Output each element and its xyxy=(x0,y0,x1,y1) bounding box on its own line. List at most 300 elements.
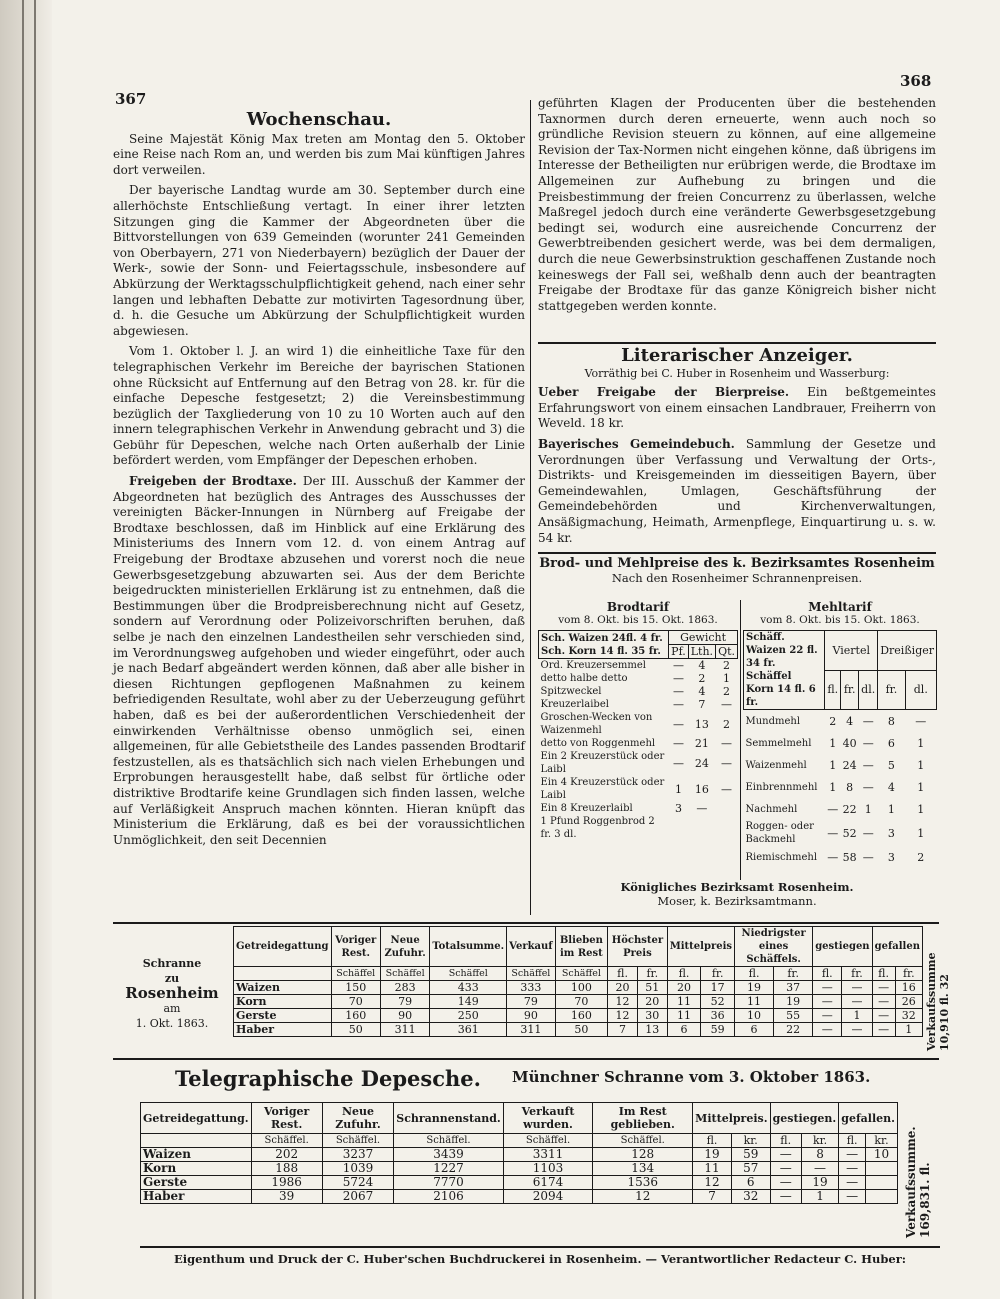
depesche-price: 12 xyxy=(693,1176,732,1190)
mehl-viertel-value: 1 xyxy=(864,802,872,816)
brod-qt: — xyxy=(721,756,733,770)
schranne-amount: 150 xyxy=(331,981,380,995)
schranne-unit: Schäffel xyxy=(430,967,507,981)
schranne-price: 12 xyxy=(608,1009,638,1023)
brod-pf: — xyxy=(672,756,684,770)
col-header: Qt. xyxy=(716,645,738,659)
brodtarif-row xyxy=(539,672,738,685)
schranne-price: 52 xyxy=(701,995,735,1009)
mehltarif-row xyxy=(744,846,937,868)
signature xyxy=(538,880,936,908)
mehltarif-row xyxy=(744,754,937,776)
schranne-amount: 311 xyxy=(380,1023,429,1037)
brodpreise-subtitle: Nach den Rosenheimer Schrannenpreisen. xyxy=(611,571,863,585)
brod-lth: 4 xyxy=(698,685,706,698)
schranne-price: 59 xyxy=(701,1023,735,1037)
depesche-row xyxy=(141,1176,898,1190)
mehl-viertel-value: 22 xyxy=(842,802,857,816)
depesche-price: — xyxy=(839,1162,866,1176)
anzeiger-title: Literarischer Anzeiger. xyxy=(621,345,853,366)
schranne-unit-row xyxy=(234,967,923,981)
anzeiger-item-heading: Ueber Freigabe der Bierpreise. xyxy=(538,385,790,400)
depesche-price: — xyxy=(770,1190,801,1204)
schranne-col-header: Voriger Rest. xyxy=(331,927,380,967)
wochenschau-paragraph xyxy=(113,474,525,848)
signature-name: Moser, k. Bezirksamtmann. xyxy=(657,894,817,908)
schranne-place xyxy=(113,956,231,1031)
depesche-price: — xyxy=(770,1162,801,1176)
schranne-price: — xyxy=(813,981,842,995)
schranne-sub-fl: fl. xyxy=(872,967,895,981)
section-rule xyxy=(113,1058,939,1060)
schranne-price: — xyxy=(813,995,842,1009)
brodtarif-row xyxy=(539,815,738,841)
wochenschau-paragraph: Der bayerische Landtag wurde am 30. September durch eine allerhöchste Entschließung vertagt. In einer ihrer letzten Sitzungen ging die Kammer der Abgeordneten über die Bittvorstellungen von 639 Gemeinden (worunter 241 Gemeinden von Oberbayern, 271 von Niederbayern) bezüglich der Dauer der Werk-, sowie der Sonn- und Feiertagsschule, insbesondere auf Abkürzung der Werktagsschulpflichtigkeit gehend, nach einer sehr langen und lebhaften Debatte zur motivirten Tagesordnung über, d. h. die Gesuche um Abkürzung der Schulpflichtigkeit wurden abgewiesen. xyxy=(113,183,525,338)
depesche-price: 59 xyxy=(731,1148,770,1162)
schranne-price: 7 xyxy=(608,1023,638,1037)
schranne-amount: 311 xyxy=(507,1023,555,1037)
schranne-price: 20 xyxy=(667,981,701,995)
depesche-amount: 5724 xyxy=(322,1176,394,1190)
brod-item-name: Ein 8 Kreuzerlaibl xyxy=(540,803,633,814)
mehl-viertel-value: 2 xyxy=(829,714,837,728)
schranne-row xyxy=(234,981,923,995)
depesche-unit-row xyxy=(141,1134,898,1148)
col-header: fl. xyxy=(825,670,841,710)
depesche-price xyxy=(866,1176,898,1190)
brod-pf: — xyxy=(672,672,684,685)
brod-pf: 1 xyxy=(674,782,682,796)
brod-item-name: Spitzweckel xyxy=(540,686,602,697)
mehl-dreissiger-value: 5 xyxy=(887,758,895,772)
brod-lth xyxy=(688,815,715,841)
schranne-amount: 333 xyxy=(507,981,555,995)
mehl-dreissiger-value: 2 xyxy=(917,850,925,864)
brod-item-name: detto von Roggenmehl xyxy=(540,738,656,749)
depesche-row xyxy=(141,1162,898,1176)
schranne-price: 20 xyxy=(608,981,638,995)
brod-qt: 1 xyxy=(723,672,731,685)
brod-pf: — xyxy=(672,737,684,750)
depesche-col-header: gefallen. xyxy=(839,1103,898,1134)
mehltarif-row xyxy=(744,776,937,798)
brodpreise-section xyxy=(538,556,936,585)
schranne-unit: Schäffel xyxy=(507,967,555,981)
mehl-viertel-value: 52 xyxy=(842,826,857,840)
section-rule xyxy=(538,552,936,554)
wochenschau-paragraph: Vom 1. Oktober l. J. an wird 1) die einheitliche Taxe für den telegraphischen Verkehr im Bereiche der bayrischen Stationen ohne Rücksicht auf Entfernung auf den Betrag von 28. kr. für die einfache Depesche festgesetzt; 2) die Vereinsbestimmung bezüglich der Taxgliederung von 10 zu 10 Worten auch auf den innern telegraphischen Verkehr in Anwendung gebracht und 3) die Gebühr für Depeschen, welche nach Orten außerhalb der Linie befördert werden, vom Empfänger der Depeschen erhoben. xyxy=(113,344,525,468)
section-rule xyxy=(113,922,939,924)
schranne-price: 19 xyxy=(774,995,813,1009)
depesche-amount: 128 xyxy=(593,1148,693,1162)
mehl-item-name: Einbrennmehl xyxy=(745,781,818,793)
brod-pf xyxy=(669,815,689,841)
depesche-price xyxy=(866,1162,898,1176)
schranne-amount: 433 xyxy=(430,981,507,995)
brod-lth: — xyxy=(696,802,708,815)
wochenschau-paragraph: Seine Majestät König Max treten am Montag den 5. Oktober eine Reise nach Rom an, und werden bis zum Mai künftigen Jahres dort verweilen. xyxy=(113,131,525,177)
schranne-unit: Schäffel xyxy=(331,967,380,981)
depesche-grain: Gerste xyxy=(141,1176,252,1190)
depesche-table xyxy=(140,1102,898,1204)
depesche-price: 6 xyxy=(731,1176,770,1190)
brod-qt xyxy=(716,815,738,841)
brodtarif-row xyxy=(539,737,738,750)
schranne-sub-fl: fl. xyxy=(735,967,774,981)
mehl-item-name: Mundmehl xyxy=(745,715,801,727)
mehl-dreissiger-value: 3 xyxy=(887,826,895,840)
schranne-amount: 250 xyxy=(430,1009,507,1023)
depesche-amount: 134 xyxy=(593,1162,693,1176)
mehl-viertel-value: 24 xyxy=(842,758,857,772)
schranne-amount: 70 xyxy=(555,995,608,1009)
brodtarif-row xyxy=(539,698,738,711)
wochenschau-column xyxy=(113,109,525,853)
mehl-viertel-value: — xyxy=(862,714,874,728)
schranne-price: — xyxy=(842,995,872,1009)
schranne-col-header: gestiegen xyxy=(813,927,872,967)
mehl-item-name: Roggen- oder Backmehl xyxy=(745,821,814,845)
depesche-subtitle: Münchner Schranne vom 3. Oktober 1863. xyxy=(512,1068,871,1086)
schranne-price: 11 xyxy=(735,995,774,1009)
mehl-viertel-value: 58 xyxy=(842,850,857,864)
mehl-dreissiger-value: 4 xyxy=(887,780,895,794)
col-header: fr. xyxy=(841,670,859,710)
col-header: dl. xyxy=(905,670,936,710)
schranne-price: 13 xyxy=(637,1023,667,1037)
schranne-verkaufssumme: Verkaufssumme 10,910 fl. 32 xyxy=(925,952,951,1051)
mehl-dreissiger-value: — xyxy=(915,714,927,728)
schranne-price: 26 xyxy=(895,995,922,1009)
schranne-sub-fr: fr. xyxy=(895,967,922,981)
footer-rule xyxy=(140,1246,940,1248)
mehltarif-date: vom 8. Okt. bis 15. Okt. 1863. xyxy=(760,614,920,626)
depesche-amount: 2106 xyxy=(394,1190,503,1204)
schranne-amount: 79 xyxy=(380,995,429,1009)
depesche-unit: Schäffel. xyxy=(593,1134,693,1148)
mehltarif-title: Mehltarif xyxy=(808,600,872,614)
schranne-col-header: Blieben im Rest xyxy=(555,927,608,967)
schranne-col-header: Niedrigster eines Schäffels. xyxy=(735,927,813,967)
depesche-price: 11 xyxy=(693,1162,732,1176)
depesche-title: Telegraphische Depesche. xyxy=(175,1066,481,1091)
schranne-price: 11 xyxy=(667,995,701,1009)
depesche-amount: 3311 xyxy=(503,1148,593,1162)
depesche-price: 1 xyxy=(801,1190,838,1204)
mehl-dreissiger-value: 1 xyxy=(917,780,925,794)
anzeiger-item xyxy=(538,437,936,546)
depesche-price: — xyxy=(839,1190,866,1204)
mehl-viertel-value: 40 xyxy=(842,736,857,750)
schranne-amount: 79 xyxy=(507,995,555,1009)
schranne-sub-fl: fl. xyxy=(667,967,701,981)
schranne-unit: Schäffel xyxy=(555,967,608,981)
brodtarif-row xyxy=(539,802,738,815)
schranne-col-header: Getreidegattung xyxy=(234,927,332,967)
schranne-price: — xyxy=(842,981,872,995)
schranne-price: — xyxy=(813,1009,842,1023)
mehl-dreissiger-value: 1 xyxy=(917,802,925,816)
brod-lth: 16 xyxy=(694,782,709,796)
schranne-grain: Haber xyxy=(234,1023,332,1037)
brod-qt: — xyxy=(721,698,733,711)
depesche-amount: 188 xyxy=(251,1162,322,1176)
schranne-sub-fr: fr. xyxy=(774,967,813,981)
depesche-price: 57 xyxy=(731,1162,770,1176)
brodtarif-title: Brodtarif xyxy=(606,600,670,614)
mehl-item-name: Waizenmehl xyxy=(745,759,807,771)
wochenschau-title: Wochenschau. xyxy=(246,109,392,130)
schranne-row xyxy=(234,995,923,1009)
brod-item-name: Kreuzerlaibel xyxy=(540,699,609,710)
schranne-grain: Korn xyxy=(234,995,332,1009)
schranne-sub-fl: fl. xyxy=(813,967,842,981)
schranne-header-row xyxy=(234,927,923,967)
mehl-viertel-value: — xyxy=(862,780,874,794)
mehl-dreissiger-value: 8 xyxy=(887,714,895,728)
page-number-left: 367 xyxy=(115,90,147,108)
brod-lth: 24 xyxy=(694,756,709,770)
schranne-amount: 90 xyxy=(380,1009,429,1023)
depesche-amount: 39 xyxy=(251,1190,322,1204)
schranne-price: 11 xyxy=(667,1009,701,1023)
signature-office: Königliches Bezirksamt Rosenheim. xyxy=(620,880,854,894)
schranne-price: 10 xyxy=(735,1009,774,1023)
schranne-price: — xyxy=(872,981,895,995)
col-header: Pf. xyxy=(669,645,689,659)
depesche-amount: 202 xyxy=(251,1148,322,1162)
schranne-amount: 361 xyxy=(430,1023,507,1037)
anzeiger-item-heading: Bayerisches Gemeindebuch. xyxy=(538,436,735,451)
brod-qt: — xyxy=(721,737,733,750)
brod-item-name: Ein 2 Kreuzerstück oder Laibl xyxy=(540,751,665,775)
mehltarif-row xyxy=(744,732,937,754)
mehltarif-row xyxy=(744,820,937,846)
brod-lth: 21 xyxy=(694,737,709,750)
depesche-unit: Schäffel. xyxy=(503,1134,593,1148)
brodtaxe-heading: Freigeben der Brodtaxe. xyxy=(129,474,297,489)
schranne-amount: 50 xyxy=(555,1023,608,1037)
schranne-price: — xyxy=(842,1023,872,1037)
anzeiger-item xyxy=(538,385,936,432)
depesche-unit: Schäffel. xyxy=(251,1134,322,1148)
depesche-price: — xyxy=(801,1162,838,1176)
depesche-col-header: Verkauft wurden. xyxy=(503,1103,593,1134)
dreissiger-header: Dreißiger xyxy=(878,631,937,671)
depesche-col-header: Voriger Rest. xyxy=(251,1103,322,1134)
viertel-header: Viertel xyxy=(825,631,878,671)
schranne-price: 6 xyxy=(667,1023,701,1037)
depesche-amount: 12 xyxy=(593,1190,693,1204)
brod-pf: — xyxy=(672,685,684,698)
brod-pf: 3 xyxy=(674,802,682,815)
brod-pf: — xyxy=(672,659,684,672)
schranne-price: 20 xyxy=(637,995,667,1009)
gewicht-header: Gewicht xyxy=(669,631,738,645)
anzeiger-item-text: Ein beßtgemeintes Erfahrungswort von einem einsachen Landbrauer, Freiherrn von Weveld. 18 kr. xyxy=(538,385,936,431)
mehl-viertel-value: — xyxy=(862,826,874,840)
schranne-col-header: Totalsumme. xyxy=(430,927,507,967)
col-header: Lth. xyxy=(688,645,715,659)
mehltarif-table xyxy=(743,630,937,868)
depesche-sub-fl: fl. xyxy=(770,1134,801,1148)
brodtarif-row xyxy=(539,776,738,802)
depesche-amount: 1986 xyxy=(251,1176,322,1190)
depesche-unit-blank xyxy=(141,1134,252,1148)
depesche-price: 10 xyxy=(866,1148,898,1162)
mehl-item-name: Riemischmehl xyxy=(745,851,818,863)
depesche-col-header: Neue Zufuhr. xyxy=(322,1103,394,1134)
schranne-amount: 160 xyxy=(555,1009,608,1023)
continuation-text: geführten Klagen der Producenten über die bestehenden Taxnormen durch deren erneuerte, wenn auch noch so gründliche Revision steuern zu können, auf eine allgemeine Revision der Tax-Normen nicht eingehen könne, daß übrigens im Interesse der Betheiligten nur erübrigen werde, die Brodtaxe im Allgemeinen zur Aufhebung zu bringen und die Preisbestimmung der freien Concurrenz zu überlassen, welche Maßregel jedoch durch eine veränderte Gewerbsgesetzgebung bedingt sei, wodurch eine ausreichende Concurrenz der Gewerbtreibenden gesichert werde, was bei dem dermaligen, durch die neue Gewerbsinstruktion geschaffenen Zustande noch keineswegs der Fall sei, weßhalb denn auch der beantragten Freigabe der Brodtaxe für das ganze Königreich bisher nicht stattgegeben werden konnte. xyxy=(538,96,936,313)
depesche-col-header: Getreidegattung. xyxy=(141,1103,252,1134)
schranne-price: 19 xyxy=(735,981,774,995)
schranne-col-header: Neue Zufuhr. xyxy=(380,927,429,967)
depesche-unit: Schäffel. xyxy=(322,1134,394,1148)
brod-item-name: Ein 4 Kreuzerstück oder Laibl xyxy=(540,777,665,801)
place-line: zu xyxy=(164,972,180,985)
brodtarif-basis: Sch. Waizen 24fl. 4 fr. Sch. Korn 14 fl. 35 fr. xyxy=(539,631,669,659)
schranne-sub-fr: fr. xyxy=(701,967,735,981)
mehl-item-name: Semmelmehl xyxy=(745,737,812,749)
mehltarif-row xyxy=(744,798,937,820)
brod-lth: 13 xyxy=(694,717,709,731)
schranne-unit-blank xyxy=(234,967,332,981)
schranne-price: — xyxy=(872,1023,895,1037)
schranne-price: — xyxy=(872,1009,895,1023)
depesche-amount: 7770 xyxy=(394,1176,503,1190)
schranne-price: 16 xyxy=(895,981,922,995)
depesche-row xyxy=(141,1148,898,1162)
col-header: fr. xyxy=(878,670,905,710)
schranne-row xyxy=(234,1009,923,1023)
mehl-viertel-value: — xyxy=(862,736,874,750)
schranne-amount: 160 xyxy=(331,1009,380,1023)
depesche-sub-fl: fl. xyxy=(839,1134,866,1148)
mehl-viertel-value: — xyxy=(827,802,839,816)
brod-lth: 4 xyxy=(698,659,706,672)
mehl-viertel-value: — xyxy=(862,758,874,772)
place-line: 1. Okt. 1863. xyxy=(135,1017,209,1030)
imprint-footer: Eigenthum und Druck der C. Huber'schen Buchdruckerei in Rosenheim. — Verantwortlicher Redacteur C. Huber: xyxy=(173,1252,907,1266)
schranne-price: 22 xyxy=(774,1023,813,1037)
brodtarif-row xyxy=(539,685,738,698)
schranne-amount: 100 xyxy=(555,981,608,995)
brod-item-name: Groschen-Wecken von Waizenmehl xyxy=(540,712,653,736)
schranne-price: 1 xyxy=(895,1023,922,1037)
schranne-sub-fl: fl. xyxy=(608,967,638,981)
brod-item-name: 1 Pfund Roggenbrod 2 fr. 3 dl. xyxy=(540,816,655,840)
schranne-unit: Schäffel xyxy=(380,967,429,981)
schranne-amount: 283 xyxy=(380,981,429,995)
depesche-sub-fl: fl. xyxy=(693,1134,732,1148)
depesche-sub-kr: kr. xyxy=(801,1134,838,1148)
brodtaxe-text: Der III. Ausschuß der Kammer der Abgeordneten hat bezüglich des Antrages des Ausschusses der vereinigten Bäcker-Innungen in Nürnberg auf Freigabe der Brodtaxe beschlossen, daß im Hinblick auf eine Erklärung des Ministeriums des Innern vom 12. d. von einem Antrag auf Freigebung der Brodtaxe abzusehen und vorerst noch die neue Gewerbsgesetzgebung abzuwarten sei. Aus der dem Berichte beigedruckten ministeriellen Erklärung ist zu entnehmen, daß die Bestimmungen über die Brodpreisberechnung nicht auf Gesetz, sondern auf Verordnung oder Polizeivorschriften beruhen, daß selbe je nach den einzelnen Landestheilen sehr verschieden sind, im Verordnungsweg aufgehoben und wieder eingeführt, oder auch je nach Bedarf abgeändert werden können, daß aber alle bisher in diesen Richtungen gepflogenen Maßnahmen zu keinem befriedigenden Resultate, wohl aber zu der Ueberzeugung geführt haben, daß es bei der außerordentlichen Verschiedenheit der einwirkenden Verhältnisse obenso unmöglich sei, einen allgemeinen, für alle Gebietstheile des Landes passenden Brodtarif festzustellen, als es thatsächlich sich nach vielen Erhebungen und Erprobungen herausgestellt habe, daß selbst für örtliche oder distriktive Brodtarife keine Grundlagen sich finden lassen, welche auf Verläßigkeit Anspruch machen könnten. Hieran knüpft das Ministerium die Erklärung, daß es bei der voraussichtlichen Unmöglichkeit, den seit Decennien xyxy=(113,474,525,847)
schranne-amount: 50 xyxy=(331,1023,380,1037)
mehl-dreissiger-value: 1 xyxy=(887,802,895,816)
schranne-price: 17 xyxy=(701,981,735,995)
depesche-price: 19 xyxy=(801,1176,838,1190)
brod-qt: 2 xyxy=(723,717,731,731)
mehl-dreissiger-value: 1 xyxy=(917,826,925,840)
depesche-grain: Waizen xyxy=(141,1148,252,1162)
depesche-amount: 1536 xyxy=(593,1176,693,1190)
depesche-price: 8 xyxy=(801,1148,838,1162)
brod-qt xyxy=(716,802,738,815)
mehl-dreissiger-value: 1 xyxy=(917,736,925,750)
place-line: am xyxy=(163,1002,181,1015)
schranne-price: 1 xyxy=(842,1009,872,1023)
gutter-line xyxy=(22,0,24,1299)
depesche-col-header: Mittelpreis. xyxy=(693,1103,770,1134)
schranne-col-header: Verkauf xyxy=(507,927,555,967)
depesche-sub-kr: kr. xyxy=(866,1134,898,1148)
brod-lth: 7 xyxy=(698,698,706,711)
anzeiger-item-text: Sammlung der Gesetze und Verordnungen über Verfassung und Verwaltung der Orts-, Distrikts- und Kreisgemeinden im diesseitigen Bayern, über Gemeindewahlen, Umlagen, Geschäftsführung der Gemeindebehörden und Kirchenverwaltungen, Ansäßigmachung, Heimath, Armenpflege, Einquartirung u. s. w. 54 kr. xyxy=(538,436,936,545)
brod-qt: 2 xyxy=(723,685,731,698)
depesche-grain: Haber xyxy=(141,1190,252,1204)
brod-item-name: detto halbe detto xyxy=(540,673,628,684)
depesche-grain: Korn xyxy=(141,1162,252,1176)
table-divider xyxy=(740,600,741,880)
schranne-col-header: Höchster Preis xyxy=(608,927,668,967)
schranne-grain: Gerste xyxy=(234,1009,332,1023)
brodpreise-title: Brod- und Mehlpreise des k. Bezirksamtes Rosenheim xyxy=(539,556,935,571)
depesche-unit: Schäffel. xyxy=(394,1134,503,1148)
depesche-price: — xyxy=(839,1176,866,1190)
depesche-price: 19 xyxy=(693,1148,732,1162)
schranne-amount: 149 xyxy=(430,995,507,1009)
mehl-item-name: Nachmehl xyxy=(745,803,798,815)
mehl-viertel-value: 4 xyxy=(846,714,854,728)
mehl-viertel-value: 1 xyxy=(829,758,837,772)
mehl-dreissiger-value: 6 xyxy=(887,736,895,750)
depesche-amount: 3439 xyxy=(394,1148,503,1162)
depesche-col-header: Schrannenstand. xyxy=(394,1103,503,1134)
mehltarif-row xyxy=(744,710,937,733)
brod-pf: — xyxy=(672,717,684,731)
depesche-amount: 6174 xyxy=(503,1176,593,1190)
brodtarif-date: vom 8. Okt. bis 15. Okt. 1863. xyxy=(558,614,718,626)
schranne-sub-fr: fr. xyxy=(842,967,872,981)
depesche-amount: 2094 xyxy=(503,1190,593,1204)
mehl-viertel-value: — xyxy=(827,850,839,864)
schranne-col-header: gefallen xyxy=(872,927,922,967)
depesche-row xyxy=(141,1190,898,1204)
page-number-right: 368 xyxy=(900,72,932,90)
depesche-amount: 1227 xyxy=(394,1162,503,1176)
mehltarif xyxy=(743,600,937,868)
mehl-viertel-value: 1 xyxy=(829,736,837,750)
schranne-price: 32 xyxy=(895,1009,922,1023)
col-header: dl. xyxy=(859,670,878,710)
brodtarif-row xyxy=(539,711,738,737)
column-divider xyxy=(530,100,531,915)
depesche-col-header: Im Rest geblieben. xyxy=(593,1103,693,1134)
mehl-viertel-value: — xyxy=(827,826,839,840)
book-gutter xyxy=(0,0,52,1299)
depesche-price: 7 xyxy=(693,1190,732,1204)
brodtarif xyxy=(538,600,738,841)
brodtarif-table xyxy=(538,630,738,841)
schranne-amount: 70 xyxy=(331,995,380,1009)
section-rule xyxy=(538,342,936,344)
brod-qt: — xyxy=(721,782,733,796)
schranne-price: 51 xyxy=(637,981,667,995)
literarischer-anzeiger xyxy=(538,345,936,551)
schranne-price: 37 xyxy=(774,981,813,995)
depesche-price: — xyxy=(839,1148,866,1162)
